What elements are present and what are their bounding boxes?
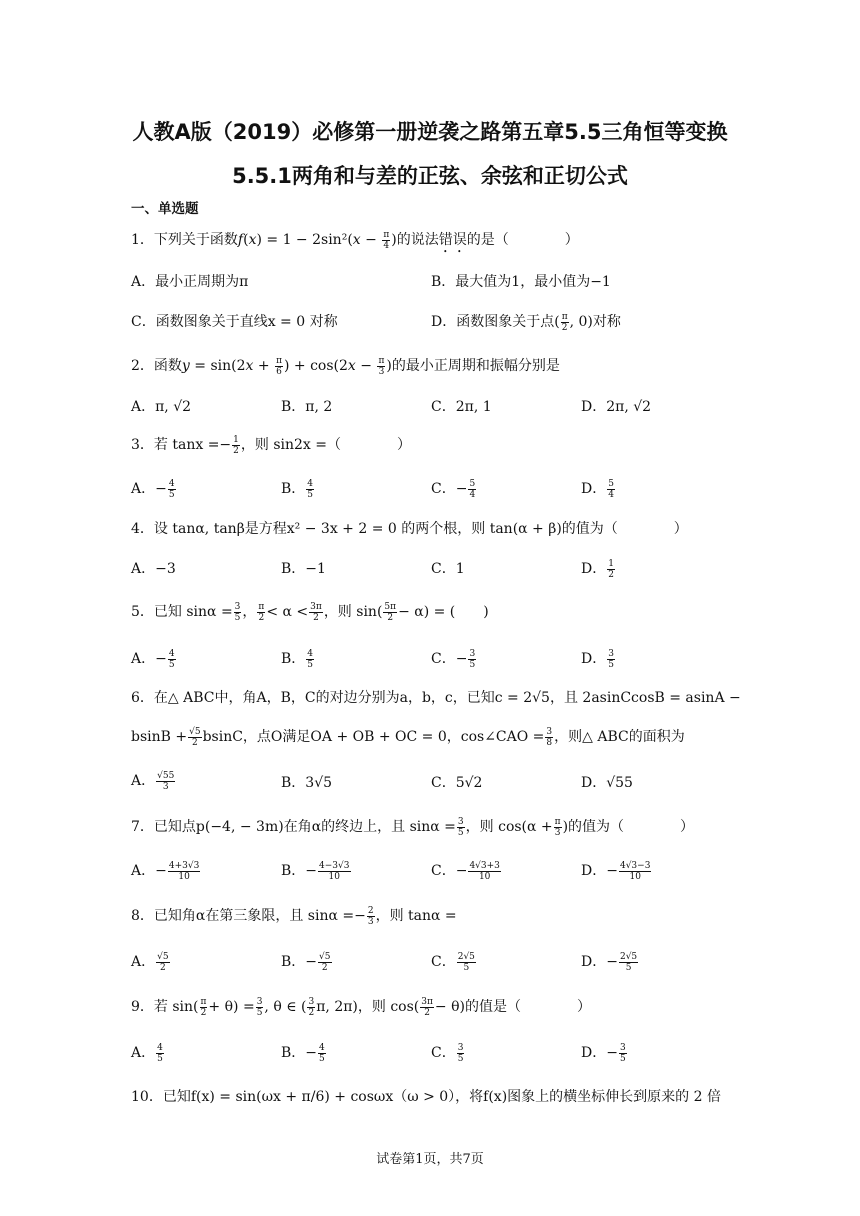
q7-option-c: C．− $\frac{4√3+3}{10}$ bbox=[431, 860, 500, 882]
question-10: 10．已知f(x) = sin(ωx + π/6) + cosωx（ω > 0），将f(x)图象上的横坐标伸长到原来的 2 倍 bbox=[131, 1089, 721, 1105]
q4-option-d: D． $\frac{1}{2}$ bbox=[581, 558, 614, 580]
q6-option-a: A． $\frac{√55}{3}$ bbox=[131, 770, 175, 792]
question-5: 5．已知 sinα = $\frac{3}{5}$ ， $\frac{\pi}{2}$ < α < $\frac{3\pi}{2}$ ，则 sin( $\frac{5\pi}{2}$ − α) = ( ) bbox=[131, 601, 489, 623]
q8-option-d: D．− $\frac{2√5}{5}$ bbox=[581, 951, 638, 973]
q9-option-a: A． $\frac{4}{5}$ bbox=[131, 1042, 163, 1064]
q9-option-d: D．− $\frac{3}{5}$ bbox=[581, 1042, 626, 1064]
question-9: 9．若 sin( $\frac{\pi}{2}$ + θ) = $\frac{3}{5}$ , θ ∈ ( $\frac{3}{2}$ π, 2π)，则 cos( $\frac{3\pi}{2}$ − θ)的值是（ ） bbox=[131, 996, 591, 1018]
question-1: 1．下列关于函数f(x) = 1 − 2sin²(x − $\frac{\pi}{4}$ )的说法错误的是（ ） bbox=[131, 229, 579, 251]
question-4: 4．设 tanα, tanβ是方程x² − 3x + 2 = 0 的两个根，则 tan(α + β)的值为（ ） bbox=[131, 521, 688, 537]
q5-option-a: A．− $\frac{4}{5}$ bbox=[131, 648, 175, 670]
q9-option-b: B．− $\frac{4}{5}$ bbox=[281, 1042, 325, 1064]
q4-option-a: A．−3 bbox=[131, 561, 176, 577]
question-8: 8．已知角α在第三象限，且 sinα =− $\frac{2}{3}$ ，则 tanα = bbox=[131, 905, 457, 927]
q8-option-c: C． $\frac{2√5}{5}$ bbox=[431, 951, 475, 973]
q2-option-a: A．π, √2 bbox=[131, 399, 192, 415]
q7-option-d: D．− $\frac{4√3-3}{10}$ bbox=[581, 860, 651, 882]
q1-option-a: A．最小正周期为π bbox=[131, 274, 249, 290]
q3-option-d: D． $\frac{5}{4}$ bbox=[581, 478, 614, 500]
q4-option-c: C．1 bbox=[431, 561, 465, 577]
q2-option-b: B．π, 2 bbox=[281, 399, 333, 415]
q7-option-a: A．− $\frac{4+3√3}{10}$ bbox=[131, 860, 200, 882]
q8-option-a: A． $\frac{√5}{2}$ bbox=[131, 951, 169, 973]
q3-option-a: A．− $\frac{4}{5}$ bbox=[131, 478, 175, 500]
section-heading: 一、单选题 bbox=[131, 201, 199, 217]
q4-option-b: B．−1 bbox=[281, 561, 326, 577]
question-6-line-1: 6．在△ ABC中，角A，B，C的对边分别为a，b，c，已知c = 2√5，且 2asinCcosB = asinA − bbox=[131, 690, 741, 706]
page-footer: 试卷第1页，共7页 bbox=[376, 1152, 484, 1167]
q5-option-b: B． $\frac{4}{5}$ bbox=[281, 648, 314, 670]
q2-option-c: C．2π, 1 bbox=[431, 399, 492, 415]
title-line-2: 5.5.1两角和与差的正弦、余弦和正切公式 bbox=[232, 164, 628, 188]
q6-option-d: D．√55 bbox=[581, 775, 633, 791]
q9-option-c: C． $\frac{3}{5}$ bbox=[431, 1042, 464, 1064]
q1-option-c: C．函数图象关于直线x = 0 对称 bbox=[131, 314, 338, 330]
question-7: 7．已知点p(−4, − 3m)在角α的终边上，且 sinα = $\frac{3}{5}$ ，则 cos(α + $\frac{\pi}{3}$ )的值为（ ） bbox=[131, 816, 695, 838]
question-6-line-2: bsinB + $\frac{√5}{2}$ bsinC，点O满足OA + OB + OC = 0，cos∠CAO = $\frac{3}{8}$ ，则△ ABC的面积为 bbox=[131, 726, 685, 748]
q8-option-b: B．− $\frac{√5}{2}$ bbox=[281, 951, 331, 973]
q2-option-d: D．2π, √2 bbox=[581, 399, 652, 415]
question-2: 2．函数y = sin(2x + $\frac{\pi}{6}$ ) + cos(2x − $\frac{\pi}{3}$ )的最小正周期和振幅分别是 bbox=[131, 355, 560, 377]
q7-option-b: B．− $\frac{4-3√3}{10}$ bbox=[281, 860, 350, 882]
q6-option-b: B．3√5 bbox=[281, 775, 333, 791]
q1-option-d: D．函数图象关于点( $\frac{\pi}{2}$ , 0)对称 bbox=[431, 311, 621, 333]
title-line-1: 人教A版（2019）必修第一册逆袭之路第五章5.5三角恒等变换 bbox=[132, 120, 728, 144]
q3-option-c: C．− $\frac{5}{4}$ bbox=[431, 478, 476, 500]
q6-option-c: C．5√2 bbox=[431, 775, 483, 791]
q1-option-b: B．最大值为1，最小值为−1 bbox=[431, 274, 611, 290]
q3-option-b: B． $\frac{4}{5}$ bbox=[281, 478, 314, 500]
question-3: 3．若 tanx =− $\frac{1}{2}$ ，则 sin2x =（ ） bbox=[131, 434, 412, 456]
q5-option-c: C．− $\frac{3}{5}$ bbox=[431, 648, 476, 670]
q5-option-d: D． $\frac{3}{5}$ bbox=[581, 648, 614, 670]
